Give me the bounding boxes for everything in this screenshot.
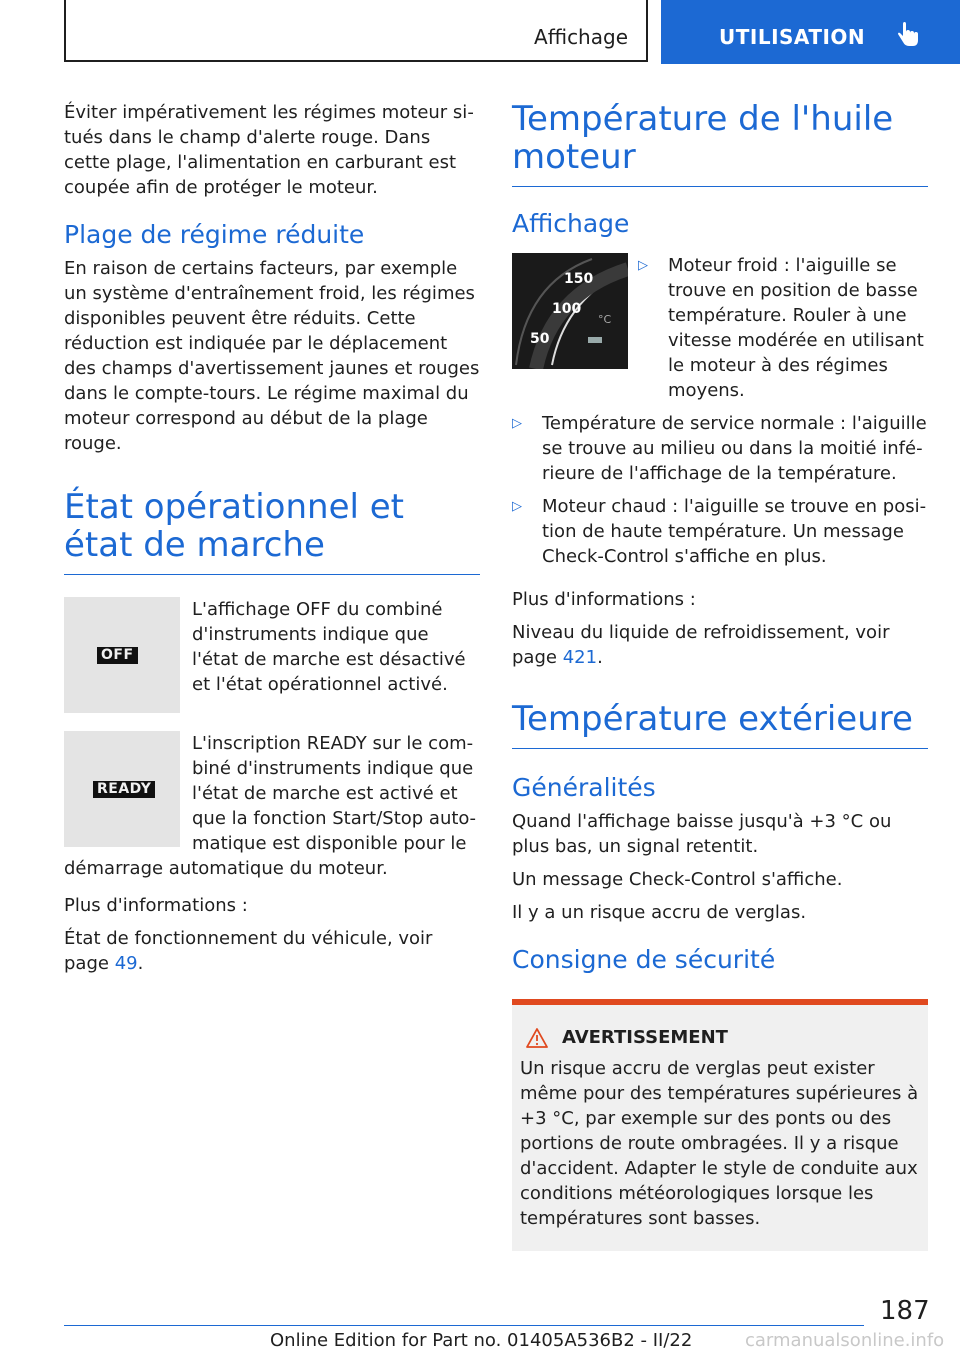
warning-label: AVERTISSEMENT [562,1027,728,1048]
safety-heading: Consigne de sécurité [512,945,776,974]
outside-temp-heading: Température extérieure [512,700,928,749]
triangle-bullet-icon: ▷ [512,416,522,431]
oil-gauge-block [512,253,928,403]
oil-temp-heading: Température de l'huile moteur [512,100,928,187]
oil-bullet-text-2: Température de service normale : l'aiguille se trouve au milieu ou dans la moitié inférieure de l'affichage de la température. [542,413,927,484]
footer-divider [64,1325,864,1326]
oil-ref-text: Niveau du liquide de refroidissement, voir page [512,622,890,668]
state-more-info: Plus d'informations : [64,895,248,916]
gauge-label-150: 150 [564,271,594,287]
header-chapter-title: UTILISATION [719,25,866,49]
state-ref-end: . [137,953,144,974]
right-column [512,100,928,1251]
warning-triangle-icon [526,1028,548,1048]
intro-paragraph: Éviter impérativement les régimes moteur situés dans le champ d'alerte rouge. Dans cette plage, l'alimentation en carburant est coupée afin de protéger le moteur. [64,102,474,198]
header-chapter-tab[interactable] [661,0,960,64]
reduced-range-text: En raison de certains facteurs, par exemple un système d'entraînement froid, les régimes disponibles peuvent être réduits. Cette réduction est indiquée par le déplacement des champs d'avertissement jaunes et rouges dans le compte-tours. Le régime maximal du moteur correspond au début de la plage rouge. [64,258,480,454]
oil-bullet-3 [512,494,928,569]
oil-gauge-image [512,253,628,369]
ready-display-image [64,731,180,847]
footer-edition: Online Edition for Part no. 01405A536B2 - II/22 [270,1330,693,1351]
hand-pointer-icon [897,22,919,48]
general-heading: Généralités [512,773,656,802]
gauge-label-100: 100 [552,301,582,317]
ready-badge: READY [93,781,155,798]
ready-block [64,731,480,881]
page-number: 187 [880,1296,930,1326]
left-column [64,100,480,976]
oil-temp-icon [588,337,602,343]
header-section-box [64,0,648,62]
triangle-bullet-icon: ▷ [638,258,648,273]
warning-text: Un risque accru de verglas peut exister même pour des températures supérieures à +3 °C, par exemple sur des ponts ou des portions de route ombragées. Il y a risque d'accident. Adapter le style de conduite aux conditions météorologiques lorsque les températures sont basses. [520,1058,919,1229]
general-paragraph-3: Il y a un risque accru de verglas. [512,902,807,923]
oil-bullet-1 [638,253,928,403]
off-text: L'affichage OFF du combiné d'instruments indique que l'état de marche est désactivé et l'état opérationnel activé. [192,599,466,695]
off-badge: OFF [97,647,138,664]
triangle-bullet-icon: ▷ [512,499,522,514]
gauge-unit-label: °C [598,313,612,326]
off-block [64,597,480,713]
header-section-title: Affichage [534,25,628,49]
oil-page-link[interactable]: 421 [562,647,598,668]
state-page-link[interactable]: 49 [114,953,138,974]
general-paragraph-1: Quand l'affichage baisse jusqu'à +3 °C ou plus bas, un signal retentit. [512,811,892,857]
oil-display-subheading: Affichage [512,209,630,238]
gauge-label-50: 50 [530,331,550,347]
state-ref-text: État de fonctionnement du véhicule, voir page [64,928,433,974]
off-display-image [64,597,180,713]
state-reference [64,926,480,976]
reduced-range-heading: Plage de régime réduite [64,220,365,249]
oil-reference [512,620,928,670]
oil-bullet-text-3: Moteur chaud : l'aiguille se trouve en position de haute température. Un message Check-Control s'affiche en plus. [542,496,927,567]
oil-bullet-text-1: Moteur froid : l'aiguille se trouve en position de basse température. Rouler à une vitesse modérée en utilisant le moteur à des régimes moyens. [668,255,924,401]
oil-ref-end: . [597,647,603,668]
oil-bullet-2 [512,411,928,486]
state-heading: État opérationnel et état de marche [64,488,480,575]
warning-title-row [520,1027,920,1048]
footer-watermark: carmanualsonline.info [745,1330,945,1351]
oil-more-info: Plus d'informations : [512,589,696,610]
general-paragraph-2: Un message Check-Control s'affiche. [512,869,843,890]
ready-text: L'inscription READY sur le combiné d'instruments indique que l'état de marche est activé et que la fonction Start/Stop automatique est disponible pour le démarrage automatique du moteur. [64,733,476,879]
warning-box [512,999,928,1251]
